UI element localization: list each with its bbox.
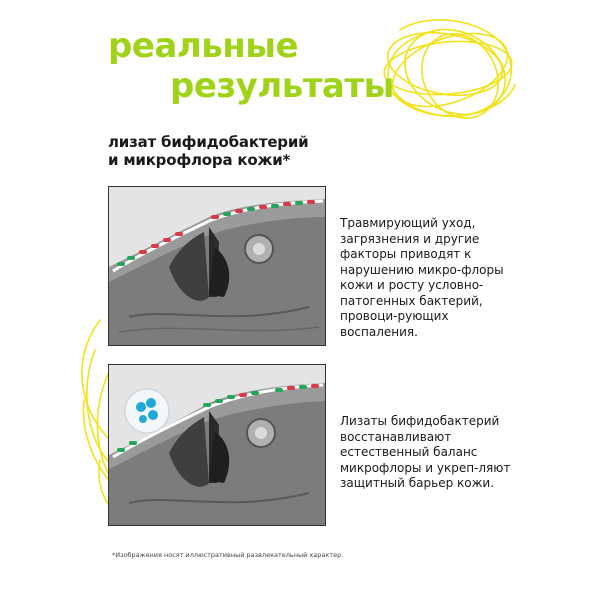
heading-line1: реальные: [108, 26, 299, 66]
heading-line2: результаты: [170, 66, 394, 106]
subheading-line1: лизат бифидобактерий: [108, 133, 309, 151]
footnote: *Изображения носят иллюстративный развлекательный характер.: [112, 551, 344, 559]
page-heading: [108, 26, 394, 106]
skin-illustration-before: [108, 186, 326, 346]
subheading-line2: и микрофлора кожи*: [108, 151, 291, 169]
subheading: [108, 133, 308, 169]
skin-illustration-after: [108, 364, 326, 526]
before-description: Травмирующий уход, загрязнения и другие факторы приводят к нарушению микро-флоры кожи и росту условно-патогенных бактерий, провоци-рующих воспаления.: [340, 216, 504, 339]
after-description: Лизаты бифидобактерий восстанавливают естественный баланс микрофлоры и укреп-ляют защитный барьер кожи.: [340, 414, 511, 490]
lysate-bubble-icon: [125, 389, 169, 433]
